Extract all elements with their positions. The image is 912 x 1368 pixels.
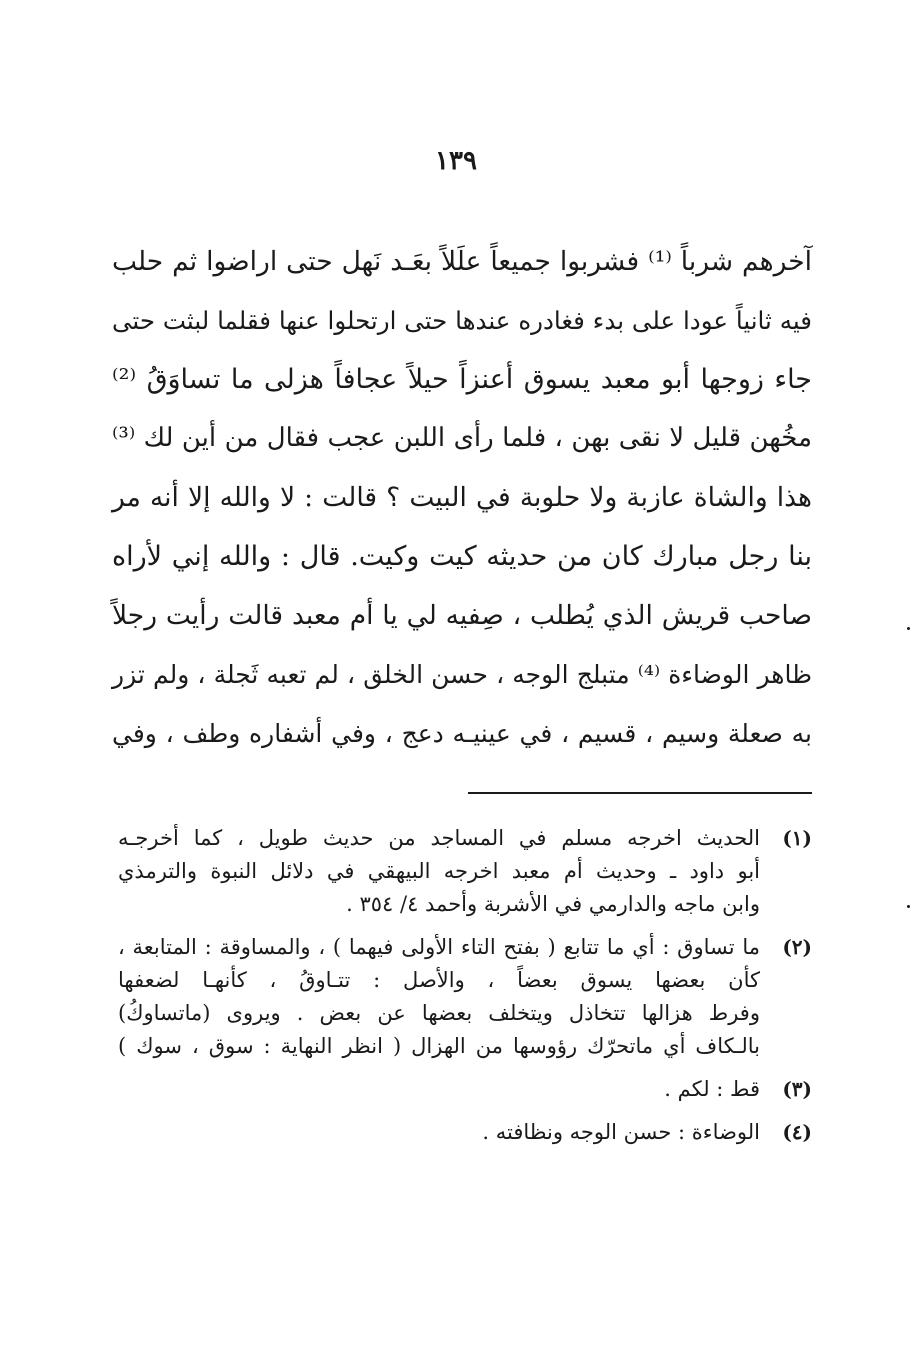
margin-speck [907, 905, 910, 908]
footnotes-section [118, 822, 812, 1159]
footnote-line: وفرط هزالها تتخاذل ويتخلف بعضها عن بعض . ويروى (ماتساوكُ) [118, 1001, 760, 1025]
main-text-line: صاحب قريش الذي يُطلب ، صِفيه لي يا أم معبد قالت رأيت رجلاً [112, 600, 812, 631]
main-text-line: جاء زوجها أبو معبد يسوق أعنزاً حيلاً عجافاً هزلى ما تساوَقُ ⁽²⁾ [112, 364, 812, 395]
main-text-block [112, 232, 812, 763]
footnote-number: (٤) [782, 1120, 812, 1144]
main-text-line: ظاهر الوضاءة ⁽⁴⁾ متبلج الوجه ، حسن الخلق ، لم تعبه ثَجلة ، ولم تزر [112, 660, 813, 689]
footnote-line: بالـكاف أي ماتحرّك رؤوسها من الهزال ( انظر النهاية : سوق ، سوك ) [118, 1034, 760, 1058]
margin-speck [907, 627, 910, 630]
main-text-line: فيه ثانياً عودا على بدء فغادره عندها حتى ارتحلوا عنها فقلما لبثت حتى [112, 306, 812, 335]
footnote-3 [118, 1073, 812, 1106]
page-number: ١٣٩ [435, 146, 477, 176]
main-text-line: هذا والشاة عازبة ولا حلوبة في البيت ؟ قالت : لا والله إلا أنه مر [112, 482, 812, 513]
footnote-divider [468, 792, 812, 794]
main-text-line: مخُهن قليل لا نقى بهن ، فلما رأى اللبن عجب فقال من أين لك ⁽³⁾ [112, 423, 812, 453]
footnote-2 [118, 931, 812, 1063]
footnote-line: أبو داود ـ وحديث أم معبد اخرجه البيهقي في دلائل النبوة والترمذي [118, 859, 760, 883]
footnote-4 [118, 1116, 812, 1149]
footnote-line: ما تساوق : أي ما تتابع ( بفتح التاء الأولى فيهما ) ، والمساوقة : المتابعة ، [118, 935, 760, 959]
footnote-line: الوضاءة : حسن الوجه ونظافته . [482, 1120, 760, 1144]
footnote-line: قط : لكم . [664, 1077, 760, 1101]
footnote-line: كأن بعضها يسوق بعضاً ، والأصل : تتـاوقُ ، كأنهـا لضعفها [118, 968, 760, 992]
footnote-line: وابن ماجه والدارمي في الأشربة وأحمد ٤/ ٣٥٤ . [346, 892, 760, 916]
main-text-line: به صعلة وسيم ، قسيم ، في عينيـه دعج ، وفي أشفاره وطف ، وفي [112, 719, 812, 748]
main-text-line: آخرهم شرباً ⁽¹⁾ فشربوا جميعاً علَلاً بعَـد نَهل حتى اراضوا ثم حلب [112, 246, 812, 277]
footnote-1 [118, 822, 812, 921]
footnote-number: (٣) [782, 1077, 812, 1101]
footnote-number: (٢) [782, 935, 812, 959]
footnote-number: (١) [782, 826, 812, 850]
main-text-line: بنا رجل مبارك كان من حديثه كيت وكيت. قال : والله إني لأراه [112, 541, 812, 572]
footnote-line: الحديث اخرجه مسلم في المساجد من حديث طويل ، كما أخرجـه [118, 826, 760, 850]
